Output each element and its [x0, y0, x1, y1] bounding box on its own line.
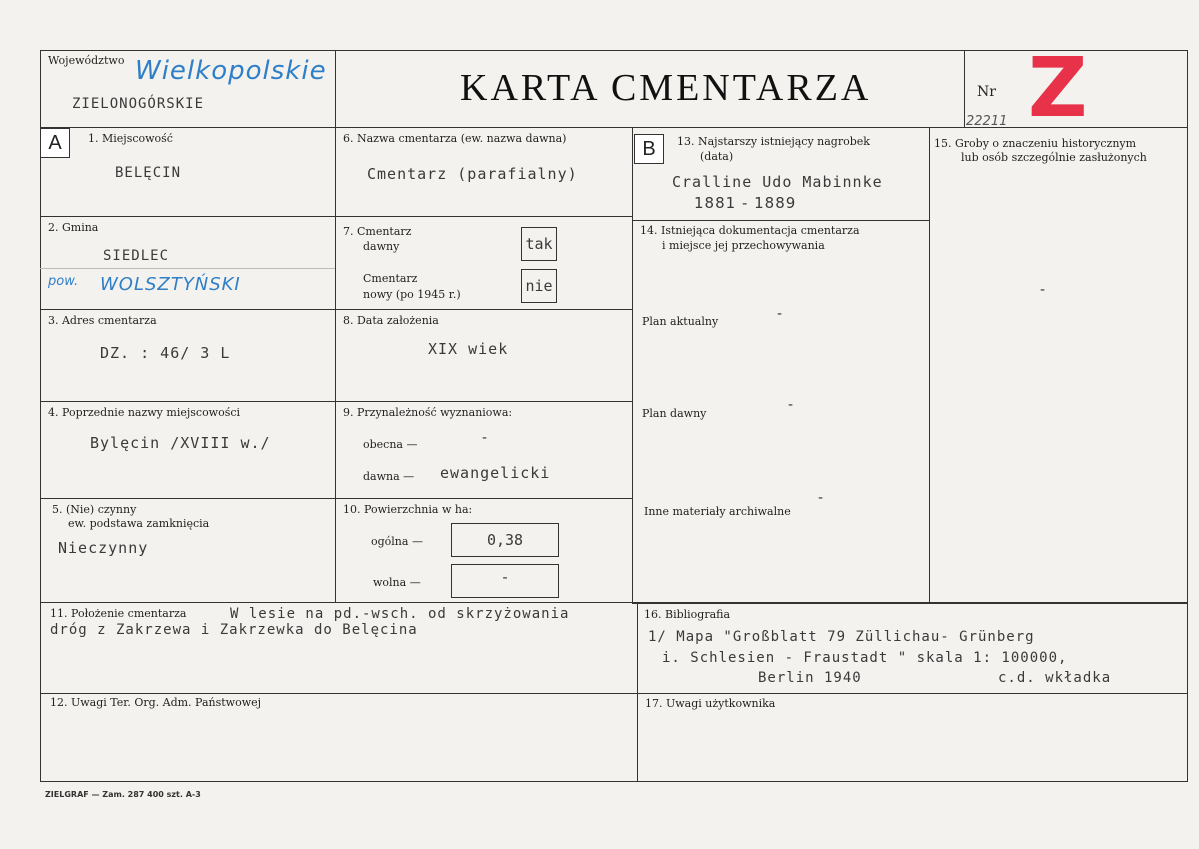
nr-label: Nr: [977, 84, 996, 100]
field-5-label-1: 5. (Nie) czynny: [52, 503, 137, 516]
printer-footer: ZIELGRAF — Zam. 287 400 szt. A-3: [45, 790, 201, 799]
field-10-ogolna-box: 0,38: [451, 523, 559, 557]
powiat-value: WOLSZTYŃSKI: [100, 274, 241, 295]
field-2-value: SIEDLEC: [103, 248, 170, 264]
field-14-plan-aktualny: Plan aktualny: [642, 315, 719, 328]
field-9-dawna-label: dawna —: [363, 470, 415, 483]
section-a-marker: A: [40, 128, 70, 158]
field-12-label: 12. Uwagi Ter. Org. Adm. Państwowej: [50, 696, 262, 709]
field-14-inne-value: -: [818, 490, 824, 506]
field-1-cell: [40, 127, 336, 217]
field-6-label: 6. Nazwa cmentarza (ew. nazwa dawna): [343, 132, 567, 145]
field-14-plan-dawny-value: -: [788, 397, 794, 413]
field-17-label: 17. Uwagi użytkownika: [645, 697, 776, 710]
field-15-label-1: 15. Groby o znaczeniu historycznym: [934, 137, 1137, 150]
field-10-ogolna-label: ogólna —: [371, 535, 423, 548]
field-5-label-2: ew. podstawa zamknięcia: [68, 517, 210, 530]
field-13-label-1: 13. Najstarszy istniejący nagrobek: [677, 135, 870, 148]
field-16-line-3b: c.d. wkładka: [998, 670, 1112, 686]
field-5-value: Nieczynny: [58, 539, 149, 557]
voivodeship-typed: ZIELONOGÓRSKIE: [72, 96, 205, 112]
field-7-label-4: nowy (po 1945 r.): [363, 288, 461, 301]
field-11-label: 11. Położenie cmentarza: [50, 607, 187, 620]
card-title: KARTA CMENTARZA: [460, 67, 872, 109]
field-1-value: BELĘCIN: [115, 165, 182, 181]
field-10-wolna-box: -: [451, 564, 559, 598]
field-2-label: 2. Gmina: [48, 221, 99, 234]
field-14-label-1: 14. Istniejąca dokumentacja cmentarza: [640, 224, 860, 237]
field-13-label-2: (data): [700, 150, 734, 163]
field-7-label-1: 7. Cmentarz: [343, 225, 412, 238]
field-16-line-3: Berlin 1940: [758, 670, 862, 686]
field-15-value: -: [1040, 282, 1046, 298]
field-10-label: 10. Powierzchnia w ha:: [343, 503, 473, 516]
field-4-value: Bylęcin /XVIII w./: [90, 434, 271, 452]
field-14-plan-dawny: Plan dawny: [642, 407, 707, 420]
field-8-label: 8. Data założenia: [343, 314, 439, 327]
field-14-plan-aktualny-value: -: [777, 306, 783, 322]
field-11-line-1: W lesie na pd.-wsch. od skrzyżowania: [230, 606, 570, 622]
powiat-prefix: pow.: [48, 274, 79, 289]
field-6-value: Cmentarz (parafialny): [367, 165, 578, 183]
field-9-dawna-value: ewangelicki: [440, 464, 551, 482]
cemetery-card: [40, 41, 1188, 782]
field-16-line-2: i. Schlesien - Fraustadt " skala 1: 100000,: [662, 650, 1068, 666]
field-8-value: XIX wiek: [428, 340, 509, 358]
field-15-label-2: lub osób szczególnie zasłużonych: [961, 151, 1147, 164]
field-16-label: 16. Bibliografia: [644, 608, 731, 621]
field-10-wolna-label: wolna —: [373, 576, 421, 589]
field-13-value-2: 1881 - 1889: [694, 194, 797, 212]
field-13-value-1: Cralline Udo Mabinnke: [672, 173, 883, 191]
field-7-label-2: dawny: [363, 240, 400, 253]
field-9-label: 9. Przynależność wyznaniowa:: [343, 406, 513, 419]
field-7-label-3: Cmentarz: [363, 272, 418, 285]
section-b-marker: B: [634, 134, 664, 164]
field-4-label: 4. Poprzednie nazwy miejscowości: [48, 406, 241, 419]
voivodeship-label: Województwo: [48, 54, 125, 67]
field-2-divider: [40, 268, 336, 269]
field-14-inne: Inne materiały archiwalne: [644, 505, 791, 518]
field-11-line-2: dróg z Zakrzewa i Zakrzewka do Belęcina: [50, 622, 418, 638]
field-3-value: DZ. : 46/ 3 L: [100, 344, 231, 362]
field-7-dawny-box: tak: [521, 227, 557, 261]
field-16-line-1: 1/ Mapa "Großblatt 79 Züllichau- Grünberg: [648, 629, 1035, 645]
nr-handwritten: 22211: [966, 114, 1008, 129]
nr-stamp-icon: Z: [1028, 41, 1088, 136]
field-15-cell: [929, 127, 1188, 604]
field-3-label: 3. Adres cmentarza: [48, 314, 157, 327]
field-9-obecna-label: obecna —: [363, 438, 418, 451]
field-14-label-2: i miejsce jej przechowywania: [662, 239, 825, 252]
field-7-nowy-box: nie: [521, 269, 557, 303]
field-1-label: 1. Miejscowość: [88, 132, 173, 145]
voivodeship-handwritten: Wielkopolskie: [135, 56, 327, 86]
field-9-obecna-value: -: [482, 430, 488, 446]
